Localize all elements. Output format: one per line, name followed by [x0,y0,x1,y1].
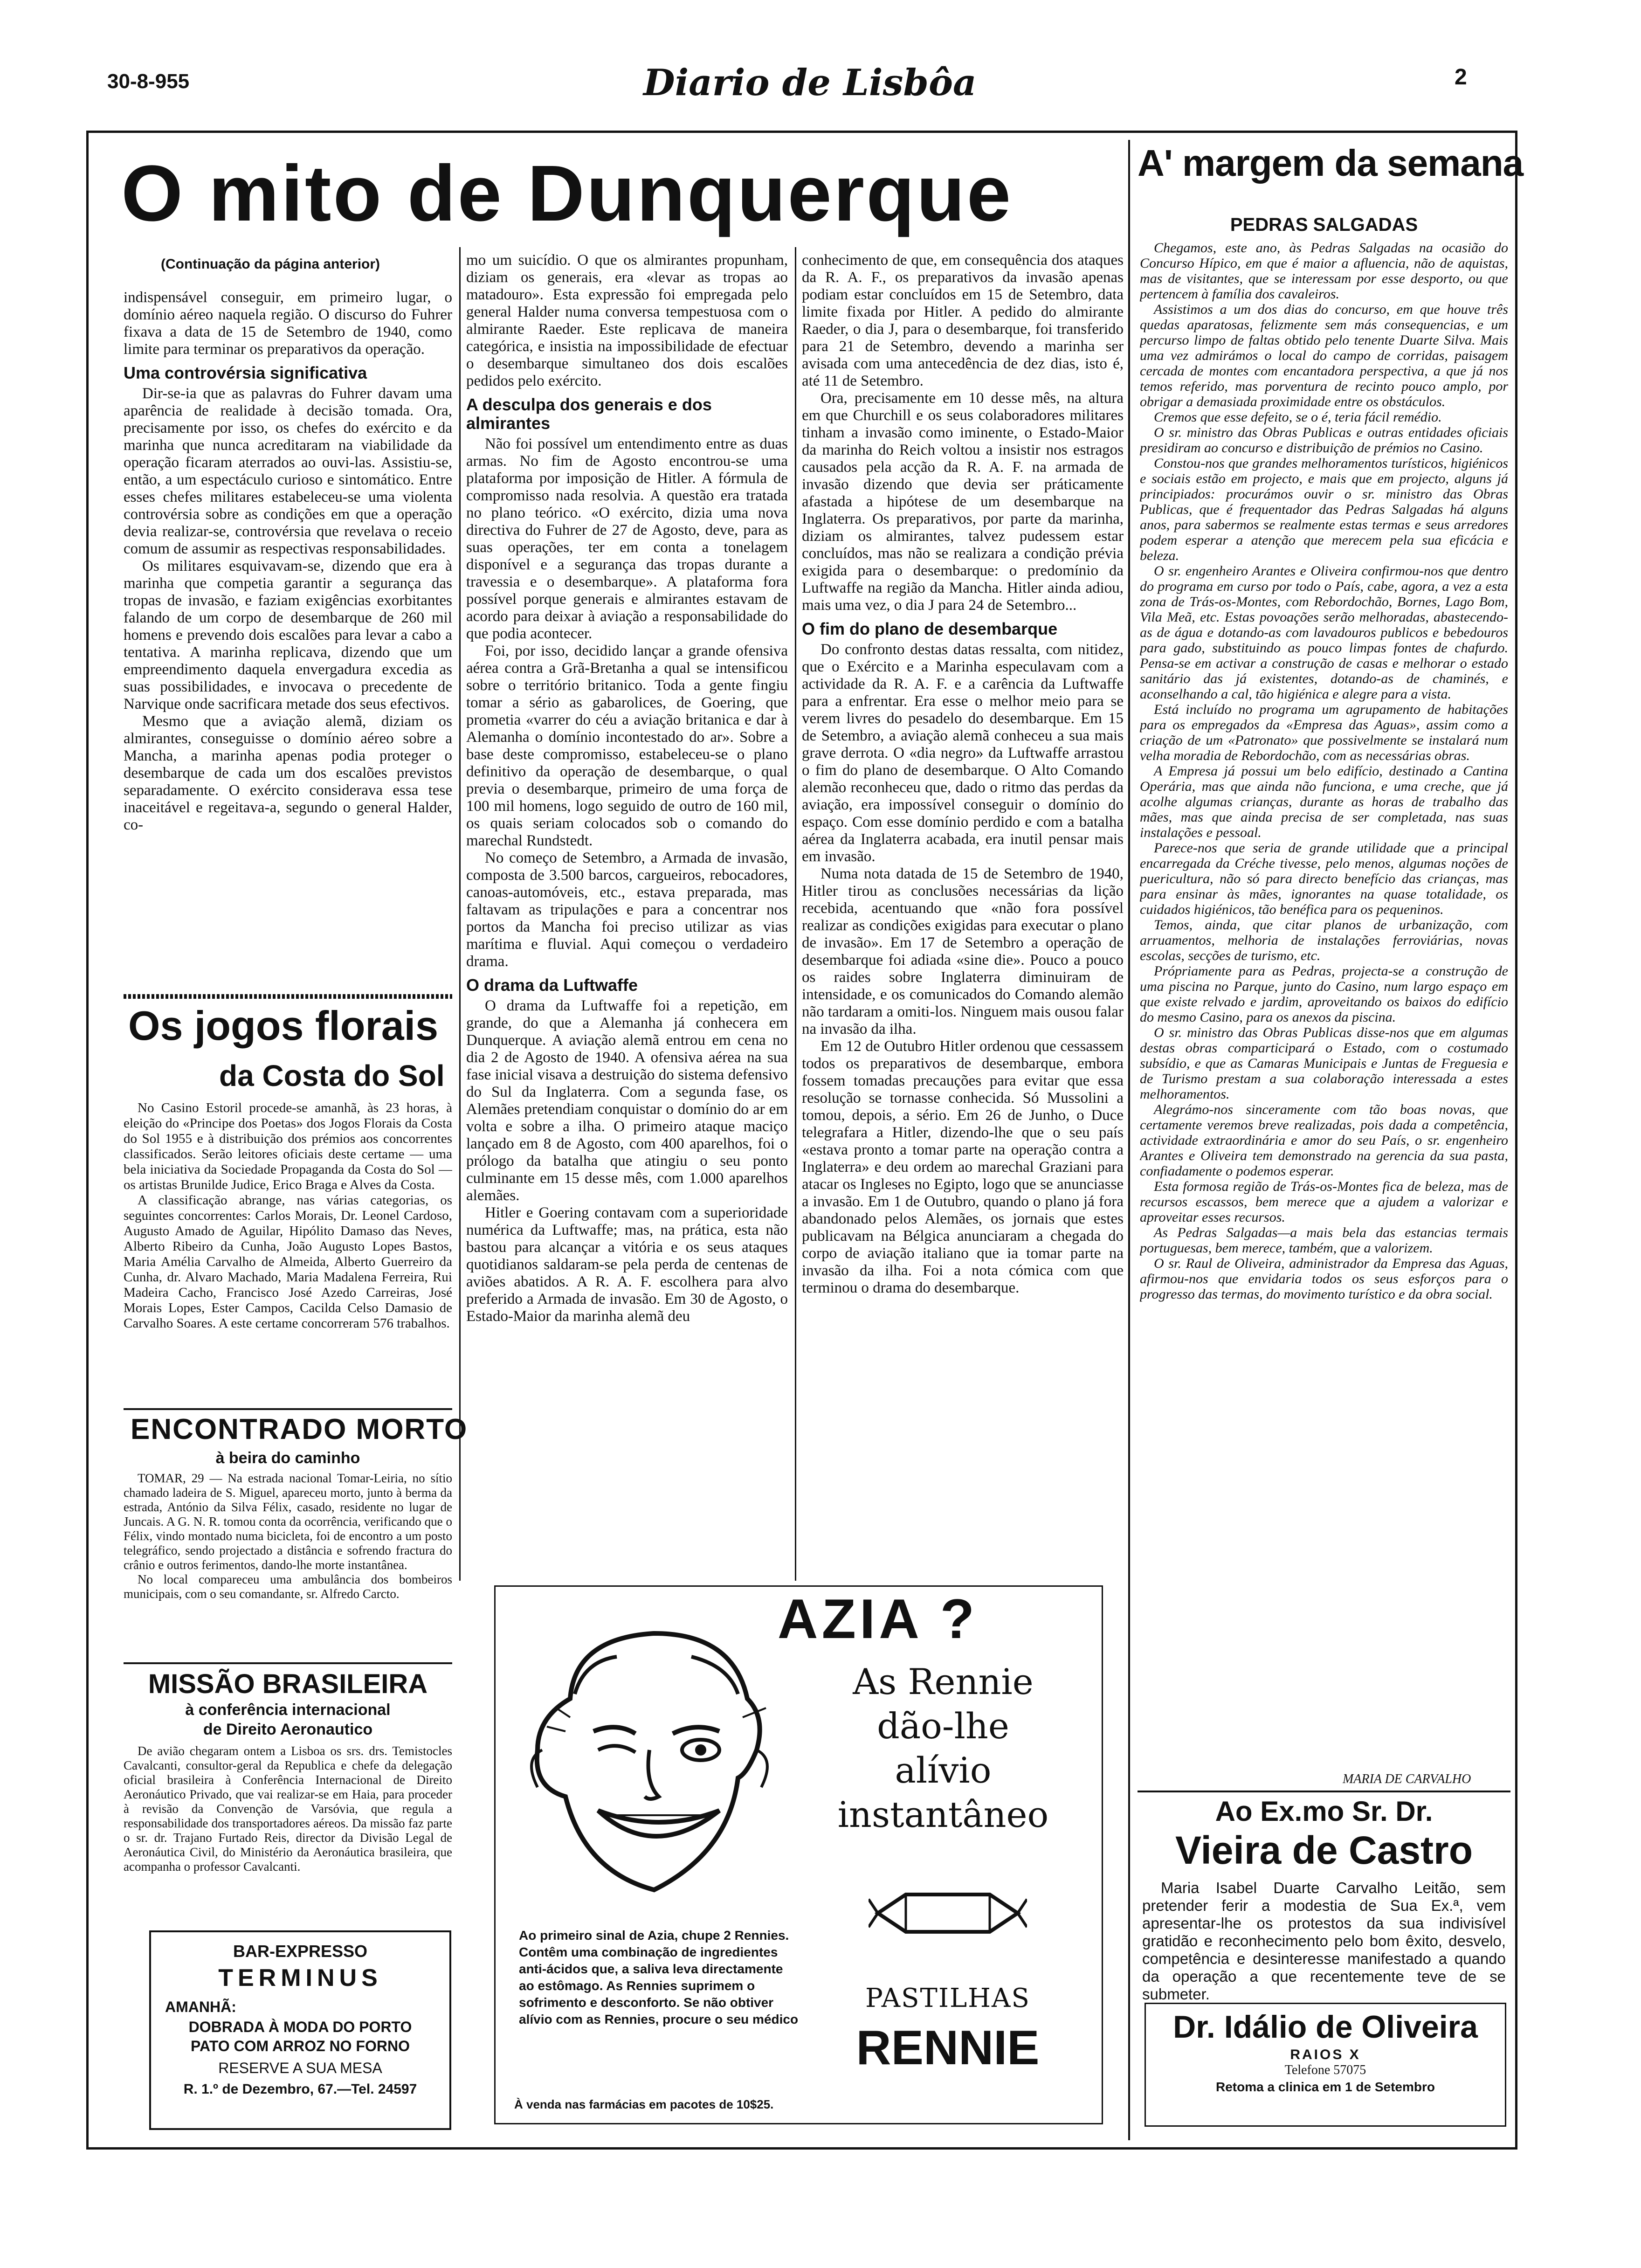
subheading: Uma controvérsia significativa [124,363,367,382]
article-column-3 [802,252,1124,1581]
rennie-ad [494,1585,1103,2124]
article-paragraph: O drama da Luftwaffe foi a repetição, em grande, do que a Alemanha já conhecera em Dunquerque. A aviação alemã entrou em cena no dia 2 de Agosto de 1940. A ofensiva aérea na sua fase inicial visava a destruição do sistema defensivo do Sul da Inglaterra. Com a segunda fase, os Alemães pretendiam conquistar o domínio do ar em volta e sobre a ilha. O primeiro ataque maciço lançado em 8 de Agosto, com 400 aparelhos, foi o prólogo da batalha que atingiu o seu ponto culminante em 15 desse mês, com 1.000 aparelhos alemães. [466,997,788,1204]
rennie-slogan: As Rennie [853,1661,1034,1702]
margem-paragraph: Constou-nos que grandes melhoramentos turísticos, higiénicos e sociais estão em projecto, e mais que em projecto, alguns já principiados: procurámos ouvir o sr. ministro das Obras Publicas, que é frequentador das Pedras Salgadas há alguns anos, para sabermos se realmente estas termas e seus arredores podem esperar a atenção que merecem pela sua eficácia e beleza. [1140,456,1508,563]
article-paragraph: Numa nota datada de 15 de Setembro de 1940, Hitler tirou as conclusões necessárias da lição recebida, acentuando que «não fora possível realizar as condições exigidas para executar o plano de invasão». Em 17 de Setembro a operação de desembarque foi adiada «sine die». Pouco a pouco os raides sobre Inglaterra diminuiram de intensidade, e os comunicados do Comando alemão não tardaram a omiti-los. Ninguem mais ousou falar na invasão da ilha. [802,865,1124,1037]
bar-ad-line: RESERVE A SUA MESA [218,2060,382,2076]
masthead: Diario de Lisbôa [643,62,977,104]
vieira-name: Vieira de Castro [1175,1828,1473,1872]
article-paragraph: No começo de Setembro, a Armada de invasão, composta de 3.500 barcos, cargueiros, rebocadores, canoas-automóveis, etc., estava preparada, mas faltavam as tripulações e para a concentrar nos portos da Mancha foi preciso utilizar as vias marítima e fluvial. Aqui começou o verdadeiro drama. [466,850,788,970]
margem-paragraph: Assistimos a um dos dias do concurso, em que houve três quedas aparatosas, felizmente sem más consequencias, e um percurso limpo de faltas obtido pelo tenente Duarte Silva. Mais uma vez admirámos o local do campo de corridas, paisagem cercada de montes com encantadora perspectiva, a que já nos temos referido, mas porventura de recinto pouco amplo, por obrigar a demasiada proximidade entre os obstáculos. [1140,302,1508,409]
smiling-face-illustration [505,1610,794,1913]
rennie-brand-name: RENNIE [856,2021,1040,2075]
article-column-1 [124,289,452,991]
rennie-body-text: Ao primeiro sinal de Azia, chupe 2 Rennies. Contêm uma combinação de ingredientes anti-ácidos que, a saliva leva directamente ao estômago. As Rennies suprimem o sofrimento e desconforto. Se não obtiver alívio com as Rennies, procure o seu médico [519,1928,799,2026]
bar-ad-line: BAR-EXPRESSO [233,1942,368,1961]
vieira-body [1142,1879,1506,2005]
divider [124,994,452,999]
bar-ad-line: AMANHÃ: [165,1998,236,2015]
rennie-footer: À venda nas farmácias em pacotes de 10$25. [514,2097,774,2111]
margem-body [1140,240,1508,1770]
margem-subtitle: PEDRAS SALGADAS [1230,214,1418,235]
missao-title: MISSÃO BRASILEIRA [148,1669,428,1699]
missao-subtitle: de Direito Aeronautico [203,1721,373,1738]
margem-paragraph: O sr. engenheiro Arantes e Oliveira confirmou-nos que dentro do programa em curso por todo o País, cabe, agora, a vez a esta zona de Trás-os-Montes, com Rebordochão, Bornes, Lago Bom, Vila Meã, etc. Estas povoações serão melhoradas, abastecendo-as de água e dotando-as com lavadouros publicos e bebedouros para gado, substituindo as pouco limpas fontes de chafurdo. Pensa-se em activar a construção de casas e melhorar o estado sanitário das já existentes, dotando-as de chaminés, e aconselhando a cal, tão higiénica e alegre para a vista. [1140,563,1508,702]
subheading: O drama da Luftwaffe [466,975,638,995]
top-rule [86,131,1517,133]
margem-paragraph: Própriamente para as Pedras, projecta-se a construção de uma piscina no Parque, junto do Casino, num largo espaço em que existe relvado e jardim, aproveitando os baixos do edifício do mesmo Casino, para os anexos da piscina. [1140,963,1508,1025]
margem-paragraph: Está incluído no programa um agrupamento de habitações para os empregados da «Empresa das Aguas», assim como a criação de um «Patronato» que possivelmente se instalará num velha moradia de Rebordochão, com as necessárias obras. [1140,702,1508,763]
article-paragraph: indispensável conseguir, em primeiro lugar, o domínio aéreo naquela região. O discurso do Fuhrer fixava a data de 15 de Setembro de 1940, como limite para terminar os preparativos da operação. [124,289,452,358]
margem-paragraph: O sr. Raul de Oliveira, administrador da Empresa das Aguas, afirmou-nos que envidaria todos os seus esforços para o progresso das termas, do movimento turístico e da obra social. [1140,1256,1508,1302]
margem-paragraph: Esta formosa região de Trás-os-Montes fica de beleza, mas de recursos escassos, bem merece que a ajudem a valorizar e aproveitar esses recursos. [1140,1179,1508,1225]
divider [124,1408,452,1410]
jogos-paragraph: A classificação abrange, nas várias categorias, os seguintes concorrentes: Carlos Morais, Dr. Leonel Cardoso, Augusto Amado de Aguilar, Hipólito Damaso das Neves, Alberto Ribeiro da Cunha, João Augusto Lopes Bastos, Maria Amélia Carvalho de Almeida, Alberto Guerreiro da Cunha, dr. Alvaro Machado, Maria Madalena Ferreira, Rui Madeira Cacho, Francisco José Azedo Carreiras, José Morais Lopes, Ester Campos, Cacilda Celso Damasio de Carvalho Soares. A este certame concorreram 576 trabalhos. [124,1193,452,1331]
bar-ad-name: TERMINUS [218,1964,382,1991]
article-paragraph: Mesmo que a aviação alemã, diziam os almirantes, conseguisse o domínio aéreo sobre a Mancha, a marinha apenas podia proteger o desembarque de cada um dos escalões previstos separadamente. O exército considerava essa tese inaceitável e regeitava-a, segundo o general Halder, co- [124,713,452,833]
jogos-title: Os jogos florais [128,1003,439,1049]
page-number: 2 [1455,65,1467,90]
rennie-body [519,1927,799,2028]
bar-expresso-ad [149,1930,451,2130]
article-paragraph: Do confronto destas datas ressalta, com nitidez, que o Exército e a Marinha especulavam com a actividade da R. A. F. e a carência da Luftwaffe para a enfrentar. Era esse o melhor meio para se verem livres do pesadelo do desembarque. Em 15 de Setembro, a aviação alemã conheceu a sua mais grave derrota. O «dia negro» da Luftwaffe arrastou o fim do plano de desembarque. O Alto Comando alemão reconheceu que, dado o ritmo das perdas da aviação, era impossível conseguir o domínio do espaço. Com esse domínio perdido e com a batalha aérea da Inglaterra acabada, era inutil pensar mais em invasão. [802,641,1124,865]
rennie-slogan: alívio [895,1749,992,1791]
margem-title: A' margem da semana [1138,142,1524,184]
subheading: O fim do plano de desembarque [802,619,1058,638]
article-paragraph: Não foi possível um entendimento entre as duas armas. No fim de Agosto encontrou-se uma plataforma por imposição de Hitler. A fórmula de compromisso nada resolvia. A questão era tratada no plano teórico. «O exército, dizia uma nova directiva do Fuhrer de 27 de Agosto, deve, para as suas operações, ter em conta a tonelagem disponível e a segurança das tropas durante a travessia e o desembarque». A plataforma fora possível porque generais e almirantes estavam de acordo para deixar à aviação a responsabilidade do que podia acontecer. [466,436,788,642]
header-date: 30-8-955 [107,70,190,93]
col-separator [795,247,796,1581]
divider [124,1662,452,1664]
encontrado-body [124,1471,452,1658]
encontrado-paragraph: No local compareceu uma ambulância dos bombeiros municipais, com o seu comandante, sr. Alfredo Carcto. [124,1572,452,1601]
article-paragraph: mo um suicídio. O que os almirantes propunham, diziam os generais, era «levar as tropas ao matadouro». Esta expressão foi empregada pelo general Halder numa conversa tempestuosa com o almirante Raeder. Este replicava de maneira categórica, e insistia na impossibilidade de efectuar o desembarque simultaneo dos dois escalões pedidos pelo exército. [466,252,788,389]
margem-paragraph: Parece-nos que seria de grande utilidade que a principal encarregada da Créche tivesse, pelo menos, algumas noções de puericultura, não só para directo benefício das crianças, mas para ensinar às mães, ignorantes na quase totalidade, os cuidados higiénicos, tão benéfica para os pequeninos. [1140,840,1508,917]
bar-ad-address: R. 1.º de Dezembro, 67.—Tel. 24597 [183,2081,417,2097]
article-paragraph: conhecimento de que, em consequência dos ataques da R. A. F., os preparativos da invasão apenas podiam estar concluídos em 15 de Setembro, data limite fixada por Hitler. A pedido do almirante Raeder, o dia J, para o desembarque, foi transferido para 21 de Setembro, devendo a marinha ser avisada com uma antecedência de dez dias, isto é, até 11 de Setembro. [802,252,1124,389]
margem-paragraph: A Empresa já possui um belo edifício, destinado a Cantina Operária, mas que ainda não funciona, e uma creche, que já acolhe algumas crianças, durante as horas de trabalho das mães, mas que ainda precisa de ser completada, nas suas instalações e pessoal. [1140,763,1508,840]
margem-paragraph: Temos, ainda, que citar planos de urbanização, com arruamentos, melhoria de instalações ferroviárias, novas escolas, secções de turismo, etc. [1140,917,1508,963]
rennie-slogan: dão-lhe [877,1705,1009,1747]
missao-paragraph: De avião chegaram ontem a Lisboa os srs. drs. Temistocles Cavalcanti, consultor-geral da Republica e chefe da delegação oficial brasileira à Conferência Internacional de Direito Aeronáutico Privado, que vai realizar-se em Haia, para proceder à revisão da Convenção de Varsóvia, que regula a responsabilidade dos transportadores aéreos. Da missão faz parte o sr. dr. Trajano Furtado Reis, director da Divisão Legal de Aeronáutica Civil, do Ministério da Aeronáutica brasileira, que acompanha o professor Cavalcanti. [124,1744,452,1874]
article-paragraph: Em 12 de Outubro Hitler ordenou que cessassem todos os preparativos de desembarque, embora fossem tomadas precauções para evitar que essa resolução se tornasse conhecida. Só Mussolini a tomou, depois, a sério. Em 26 de Junho, o Duce telegrafara a Hitler, dizendo-lhe que o seu país «estava pronto a tomar parte na operação contra a Inglaterra» e deu ordem ao marechal Graziani para atacar os Ingleses no Egipto, logo que se anunciasse a invasão. Em 1 de Outubro, quando o plano já fora abandonado pelos Alemães, os jornais que estes publicavam na Bélgica anunciaram a chegada do corpo de aviação italiano que ia tomar parte na invasão da ilha. Foi a nota cómica com que terminou o drama do desembarque. [802,1038,1124,1296]
rennie-packet-illustration [869,1867,1027,1960]
missao-subtitle: à conferência internacional [185,1701,391,1719]
margem-paragraph: O sr. ministro das Obras Publicas e outras entidades oficiais presidiram ao concurso e distribuição de prémios no Casino. [1140,425,1508,456]
rennie-slogan: instantâneo [837,1794,1049,1835]
rennie-headline: AZIA ? [777,1588,979,1650]
jogos-body [124,1100,452,1408]
headline: O mito de Dunquerque [121,149,1013,238]
left-rule [86,131,89,2150]
encontrado-subtitle: à beira do caminho [215,1449,360,1467]
margem-paragraph: As Pedras Salgadas—a mais bela das estancias termais portuguesas, bem merece, também, que a valorizem. [1140,1225,1508,1256]
margem-paragraph: O sr. ministro das Obras Publicas disse-nos que em algumas destas obras comparticipará o Estado, com o costumado subsídio, e que as Camaras Municipais e Juntas de Freguesia e de Turismo prestam a sua colaboração interessada a estes melhoramentos. [1140,1025,1508,1102]
continuation-note: (Continuação da página anterior) [161,256,380,272]
margem-signature: MARIA DE CARVALHO [1343,1772,1471,1786]
article-paragraph: Ora, precisamente em 10 desse mês, na altura em que Churchill e os seus colaboradores militares tinham a invasão como iminente, o Estado-Maior da marinha do Reich voltou a insistir nos estragos causados pela acção da R. A. F. na armada de invasão dizendo que devia ser práticamente afastada a hipótese de um desembarque na Inglaterra. Os preparativos, por parte da marinha, diziam os almirantes, talvez pudessem estar concluídos, mas não se realizara a condição prévia exigida para o desembarque: o predomínio da Luftwaffe na região da Mancha. Hitler ainda adiou, mais uma vez, o dia J para 24 de Setembro... [802,390,1124,614]
article-paragraph: Os militares esquivavam-se, dizendo que era à marinha que competia garantir a segurança das tropas de invasão, e faziam exigências exorbitantes falando de um corpo de desembarque de 260 mil homens e prevendo dois escalões para levar a cabo a tentativa. A marinha replicava, dizendo que um empreendimento daquela envergadura excedia as suas possibilidades, e invocava o precedente de Narvique onde sacrificara metade dos seus efectivos. [124,558,452,712]
idalio-phone: Telefone 57075 [1284,2063,1366,2077]
encontrado-paragraph: TOMAR, 29 — Na estrada nacional Tomar-Leiria, no sítio chamado ladeira de S. Miguel, apareceu morto, junto à berma da estrada, António da Silva Félix, casado, residente no lugar de Juncais. A G. N. R. tomou conta da ocorrência, verificando que o Félix, vindo montado numa bicicleta, foi de encontro a um posto telegráfico, sendo projectado a distância e sofrendo fractura do crânio e outros ferimentos, dando-lhe morte instantânea. [124,1471,452,1572]
missao-body [124,1744,452,1912]
bar-ad-line: PATO COM ARROZ NO FORNO [191,2038,410,2054]
bottom-rule [86,2147,1517,2150]
subheading: A desculpa dos generais e dos almirantes [466,395,712,433]
margem-paragraph: Alegrámo-nos sinceramente com tão boas novas, que certamente veremos breve realizadas, pois dada a competência, actividade extraordinária e amor do seu País, o sr. engenheiro Arantes e Oliveira tem demonstrado na gerencia da sua pasta, confiadamente o podemos esperar. [1140,1102,1508,1179]
divider [1138,1791,1510,1792]
idalio-line: Retoma a clinica em 1 de Setembro [1216,2080,1435,2094]
article-paragraph: Dir-se-ia que as palavras do Fuhrer davam uma aparência de realidade à decisão tomada. Ora, precisamente por isso, os chefes do exército e da marinha que nunca acreditaram na viabilidade da operação ficaram aterrados ao ouvi-las. Assistiu-se, então, a um espectáculo curioso e sintomático. Entre esses chefes militares estabeleceu-se uma violenta controvérsia sobre as condições em que a operação devia realizar-se, controvérsia que revelava o receio comum de assumir as respectivas responsabilidades. [124,385,452,557]
article-column-2 [466,252,788,1581]
vieira-salutation: Ao Ex.mo Sr. Dr. [1215,1796,1433,1827]
rennie-brand-label: PASTILHAS [865,1983,1030,2013]
article-paragraph: Hitler e Goering contavam com a superioridade numérica da Luftwaffe; mas, na prática, esta não bastou para alcançar a vitória e os seus ataques quotidianos saldaram-se pela perda de centenas de aviões abatidos. A R. A. F. escolhera para alvo preferido a Armada de invasão. Em 30 de Agosto, o Estado-Maior da marinha alemã deu [466,1204,788,1325]
bar-ad-line: DOBRADA À MODA DO PORTO [188,2019,412,2035]
article-paragraph: Foi, por isso, decidido lançar a grande ofensiva aérea contra a Grã-Bretanha a qual se intensificou sobre o território britanico. Toda a gente fingiu tomar a sério as gabarolices, de Goering, que prometia «varrer do céu a aviação britanica e dar à Alemanha o domínio incontestado do ar». Sobre a base deste compromisso, estabeleceu-se o plano definitivo da operação de desembarque, o qual previa o desembarque, primeiro de uma força de 100 mil homens, logo seguido de outro de 160 mil, os quais seriam colocados sob o comando do marechal Rundstedt. [466,643,788,849]
margem-paragraph: Chegamos, este ano, às Pedras Salgadas na ocasião do Concurso Hípico, em que é maior a afluencia, não de aquistas, mas de visitantes, que se interessam por esse desporto, ou que pertencem à família dos cavaleiros. [1140,240,1508,302]
col-separator [1128,140,1130,2140]
idalio-line: RAIOS X [1290,2047,1361,2062]
jogos-paragraph: No Casino Estoril procede-se amanhã, às 23 horas, à eleição do «Principe dos Poetas» dos Jogos Florais da Costa do Sol 1955 e à distribuição dos prémios aos concorrentes classificados. Serão leitores oficiais deste certame — uma bela iniciativa da Sociedade Propaganda da Costa do Sol — os artistas Brunilde Judice, Erico Braga e Alves da Costa. [124,1100,452,1192]
margem-paragraph: Cremos que esse defeito, se o é, teria fácil remédio. [1154,409,1442,425]
jogos-subtitle: da Costa do Sol [219,1059,445,1093]
col-separator [459,247,461,1581]
vieira-paragraph: Maria Isabel Duarte Carvalho Leitão, sem pretender ferir a modestia de Sua Ex.ª, vem apresentar-lhe os protestos da sua indivisível gratidão e reconhecimento pelo bom êxito, desvelo, competência e desinteresse manifestado a quando da operação a que recentemente teve de se submeter. [1142,1879,1506,2003]
right-rule [1515,131,1517,2150]
idalio-ad [1145,2003,1506,2127]
encontrado-title: ENCONTRADO MORTO [131,1413,468,1445]
idalio-name: Dr. Idálio de Oliveira [1173,2009,1478,2045]
